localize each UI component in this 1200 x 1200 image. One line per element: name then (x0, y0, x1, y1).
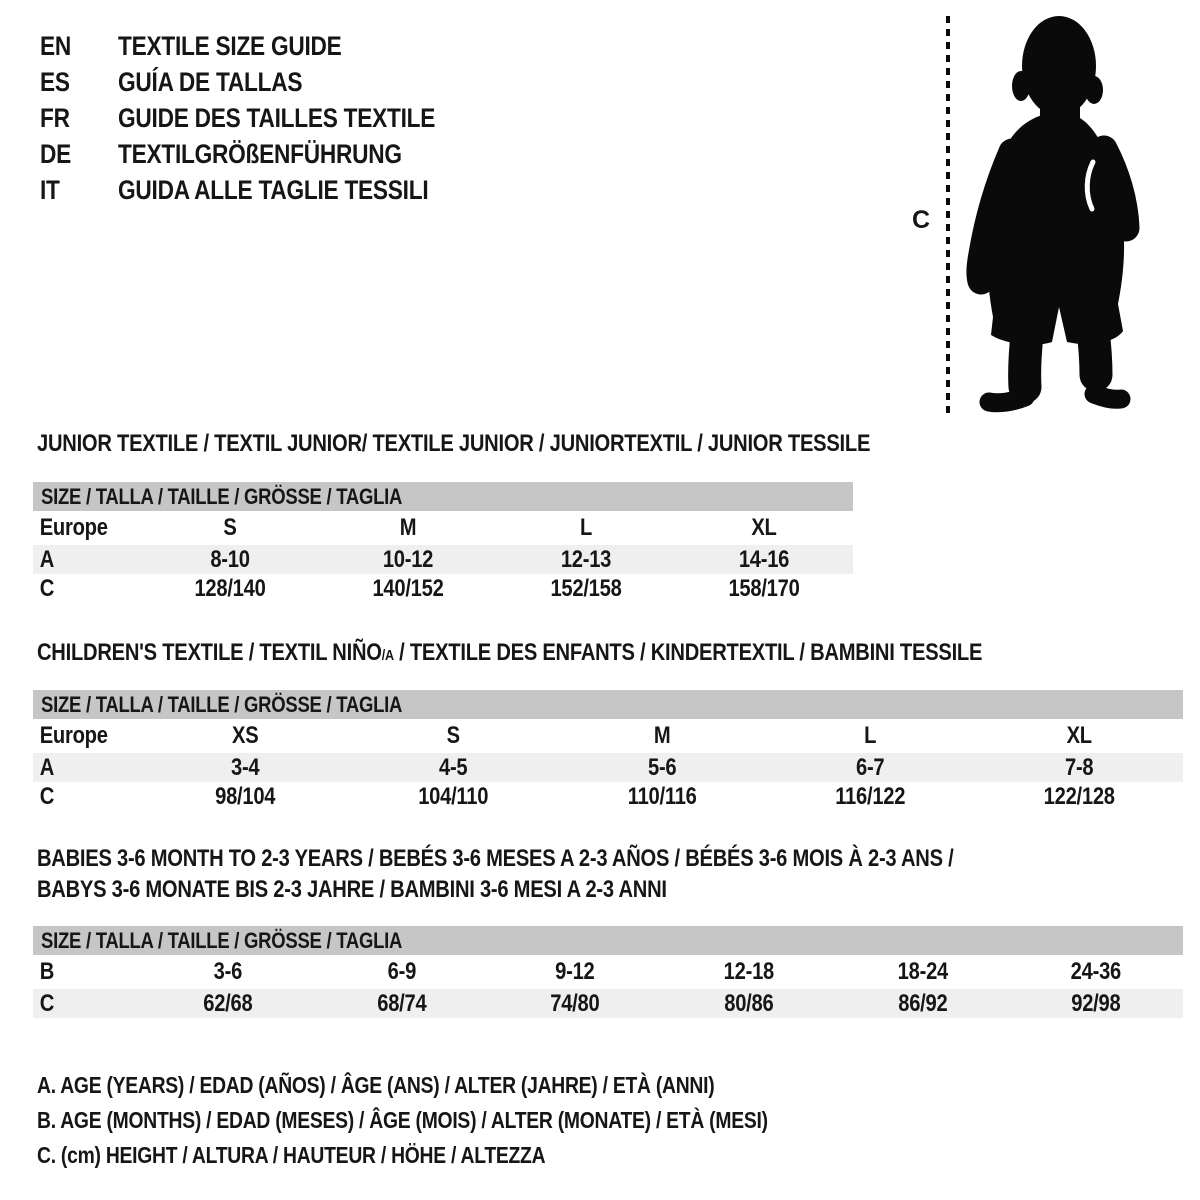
lang-title-fr: GUIDE DES TAILLES TEXTILE (118, 102, 436, 133)
lang-row-de (40, 136, 496, 172)
children-size-header-text: SIZE / TALLA / TAILLE / GRÖSSE / TAGLIA (41, 691, 403, 717)
value-cell: 158/170 (728, 574, 800, 602)
children-title-post: / TEXTILE DES ENFANTS / KINDERTEXTIL / BAMBINI TESSILE (393, 639, 983, 666)
lang-row-es (40, 64, 496, 100)
junior-row-age (33, 545, 853, 574)
size-cell: M (399, 514, 417, 541)
babies-row-height (33, 989, 1183, 1018)
value-cell: 128/140 (194, 574, 266, 602)
legend-line-b: B. AGE (MONTHS) / EDAD (MESES) / ÂGE (MOIS) / ALTER (MONATE) / ETÀ (MESI) (37, 1107, 768, 1133)
size-cell: XS (231, 722, 259, 749)
value-cell: 12-13 (560, 545, 612, 573)
region-label: Europe (39, 722, 108, 749)
size-cell: S (223, 514, 237, 541)
value-cell: 10-12 (382, 545, 434, 573)
value-cell: 14-16 (738, 545, 790, 573)
value-cell: 62/68 (203, 989, 253, 1017)
value-cell: 80/86 (724, 989, 774, 1017)
children-row-height (33, 782, 1183, 811)
children-title-pre: CHILDREN'S TEXTILE / TEXTIL NIÑO (37, 639, 382, 666)
value-cell: 4-5 (439, 753, 468, 781)
value-cell: 74/80 (550, 989, 600, 1017)
lang-row-fr (40, 100, 496, 136)
babies-size-header-text: SIZE / TALLA / TAILLE / GRÖSSE / TAGLIA (41, 927, 403, 953)
lang-code-es: ES (40, 66, 70, 97)
lang-code-de: DE (40, 138, 72, 169)
size-cell: L (864, 722, 877, 749)
value-cell: 24-36 (1071, 958, 1122, 985)
babies-size-header-bar (33, 926, 1183, 955)
value-cell: 3-6 (213, 958, 243, 985)
babies-size-table (33, 926, 1183, 1018)
size-cell: XL (1066, 722, 1092, 749)
language-title-block (40, 28, 496, 208)
lang-title-it: GUIDA ALLE TAGLIE TESSILI (118, 174, 429, 205)
lang-code-fr: FR (40, 102, 70, 133)
value-cell: 6-7 (856, 753, 885, 781)
value-cell: 8-10 (210, 545, 250, 573)
value-cell: 152/158 (550, 574, 622, 602)
junior-row-height (33, 574, 853, 603)
value-cell: 104/110 (418, 782, 489, 810)
height-dashed-line (946, 16, 950, 416)
legend-line-a: A. AGE (YEARS) / EDAD (AÑOS) / ÂGE (ANS) / ALTER (JAHRE) / ETÀ (ANNI) (37, 1072, 715, 1098)
junior-sizes-row (33, 511, 853, 545)
children-section-title (37, 639, 982, 667)
lang-title-es: GUÍA DE TALLAS (118, 66, 303, 97)
lang-code-it: IT (40, 174, 60, 205)
lang-title-en: TEXTILE SIZE GUIDE (118, 30, 342, 61)
value-cell: 86/92 (897, 989, 948, 1017)
value-cell: 122/128 (1043, 782, 1115, 810)
value-cell: 3-4 (231, 753, 260, 781)
legend-line-c: C. (cm) HEIGHT / ALTURA / HAUTEUR / HÖHE / ALTEZZA (37, 1142, 546, 1168)
junior-size-header-bar (33, 482, 853, 511)
value-cell: 116/122 (835, 782, 906, 810)
children-sizes-row (33, 719, 1183, 753)
lang-code-en: EN (40, 30, 72, 61)
size-cell: M (653, 722, 671, 749)
row-label: A (39, 545, 55, 573)
row-label: C (39, 574, 55, 602)
value-cell: 140/152 (372, 574, 444, 602)
value-cell: 7-8 (1064, 753, 1094, 781)
babies-section-title-line1: BABIES 3-6 MONTH TO 2-3 YEARS / BEBÉS 3-6 MESES A 2-3 AÑOS / BÉBÉS 3-6 MOIS À 2-3 ANS / (37, 845, 954, 872)
height-measure-label: C (912, 206, 931, 234)
children-size-table (33, 690, 1183, 811)
baby-height-figure (900, 0, 1180, 432)
value-cell: 98/104 (215, 782, 276, 810)
value-cell: 68/74 (376, 989, 427, 1017)
size-cell: S (447, 722, 461, 749)
size-cell: L (579, 514, 593, 541)
junior-section-title: JUNIOR TEXTILE / TEXTIL JUNIOR/ TEXTILE JUNIOR / JUNIORTEXTIL / JUNIOR TESSILE (37, 430, 871, 457)
value-cell: 18-24 (897, 958, 948, 985)
value-cell: 9-12 (555, 958, 595, 985)
value-cell: 6-9 (387, 958, 416, 985)
junior-size-header-text: SIZE / TALLA / TAILLE / GRÖSSE / TAGLIA (41, 483, 403, 509)
row-label: B (39, 958, 55, 985)
value-cell: 92/98 (1071, 989, 1121, 1017)
size-cell: XL (751, 514, 777, 541)
children-row-age (33, 753, 1183, 782)
children-size-header-bar (33, 690, 1183, 719)
lang-title-de: TEXTILGRÖßENFÜHRUNG (118, 138, 402, 169)
row-label: C (39, 989, 55, 1017)
value-cell: 110/116 (627, 782, 697, 810)
junior-size-table (33, 482, 853, 603)
value-cell: 5-6 (647, 753, 677, 781)
value-cell: 12-18 (723, 958, 775, 985)
row-label: A (39, 753, 55, 781)
baby-silhouette-icon (955, 4, 1155, 424)
measurement-legend (37, 1068, 907, 1173)
lang-row-it (40, 172, 496, 208)
children-title-sub: /A (381, 647, 394, 664)
row-label: C (39, 782, 55, 810)
lang-row-en (40, 28, 496, 64)
babies-section-title-line2: BABYS 3-6 MONATE BIS 2-3 JAHRE / BAMBINI 3-6 MESI A 2-3 ANNI (37, 876, 667, 903)
region-label: Europe (39, 514, 108, 541)
babies-row-months (33, 955, 1183, 989)
